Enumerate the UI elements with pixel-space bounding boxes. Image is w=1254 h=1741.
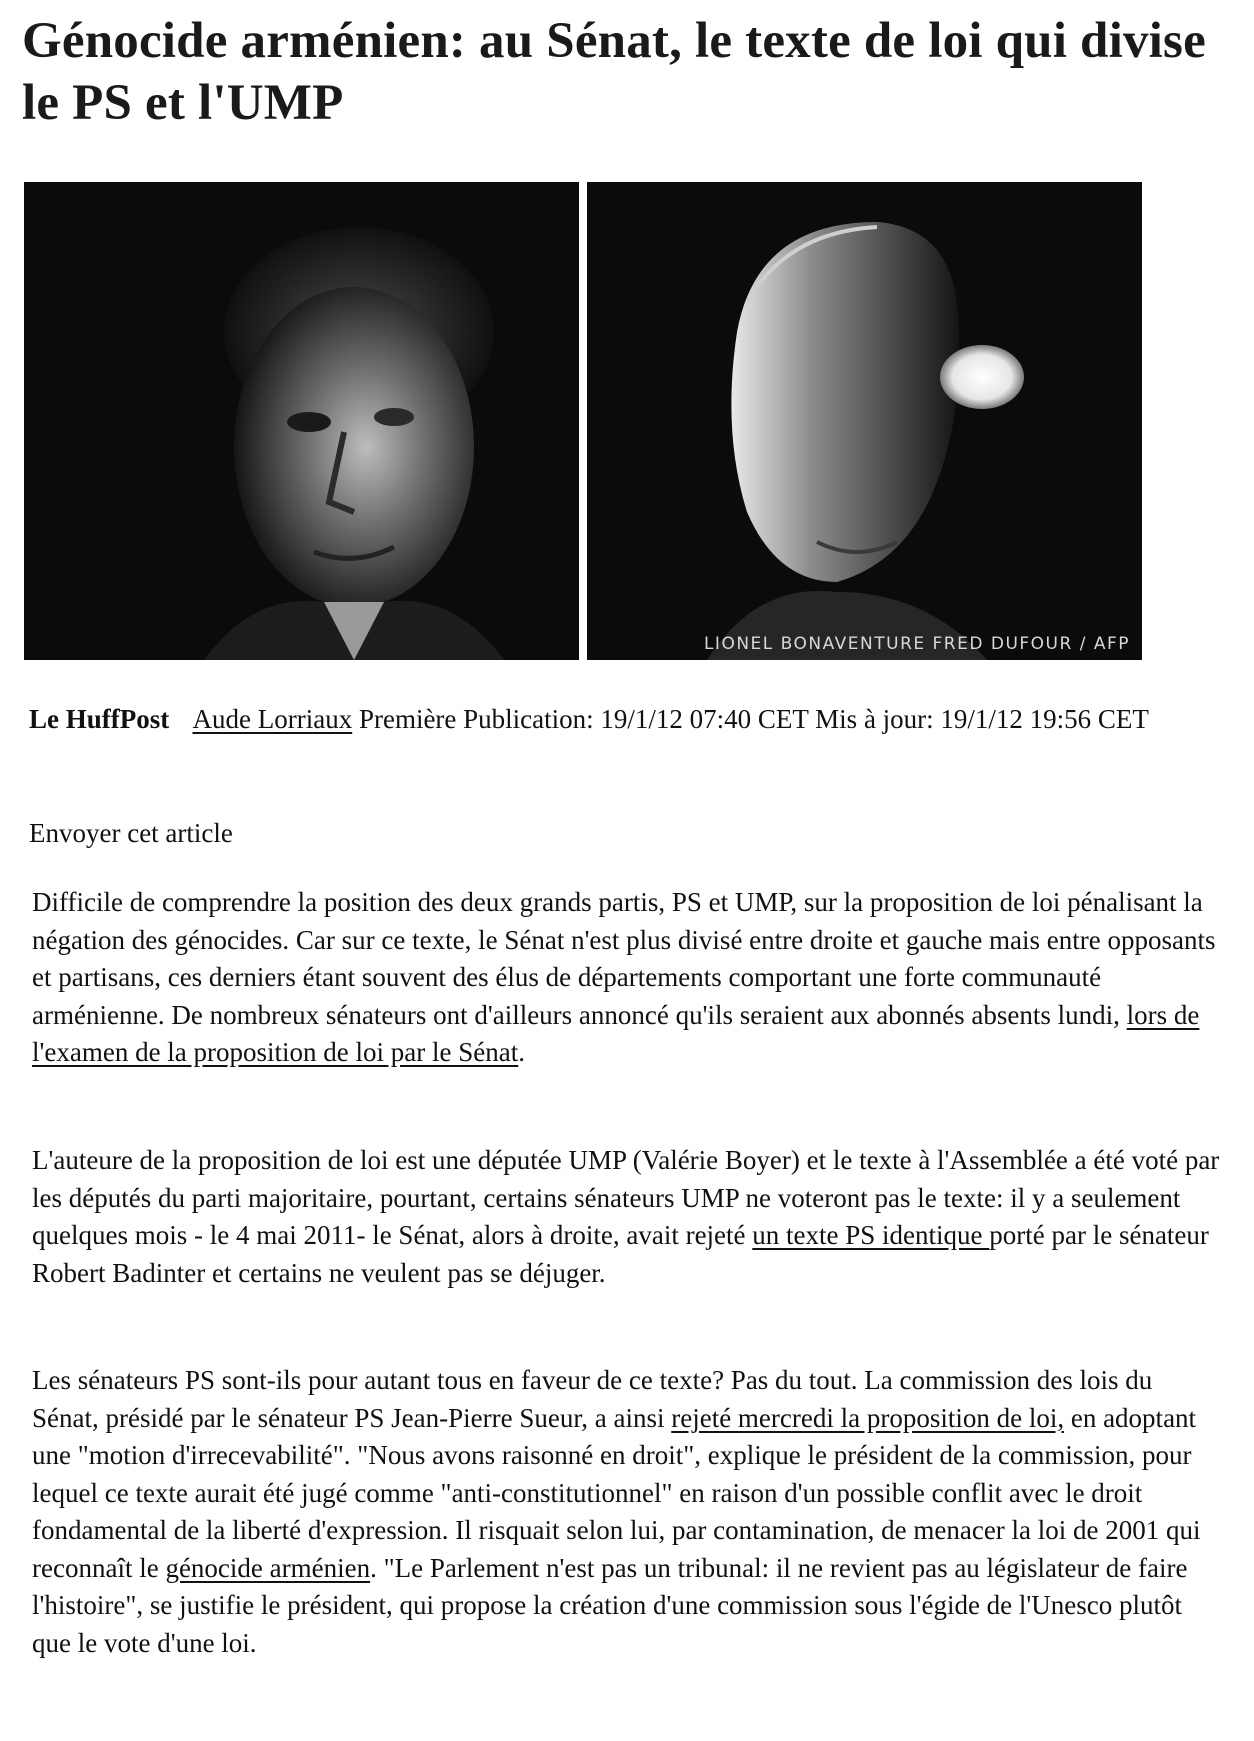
author-link[interactable]: Aude Lorriaux (192, 704, 353, 734)
updated-date: Mis à jour: 19/1/12 19:56 CET (815, 704, 1149, 734)
paragraph-2-text: L'auteure de la proposition de loi est une députée UMP (Valérie Boyer) et le texte à l'Assemblée a été voté par les députés du parti majoritaire, pourtant, certains sénateurs UMP ne voteront pas le texte: il y a seulement quelques mois - le 4 mai 2011- le Sénat, alors à droite, avait rejeté (32, 1145, 1220, 1250)
site-name: Le HuffPost (29, 704, 170, 734)
article-headline: Génocide arménien: au Sénat, le texte de loi qui divise le PS et l'UMP (22, 13, 1206, 131)
send-article-link[interactable]: Envoyer cet article (29, 818, 233, 848)
paragraph-3-text: Les sénateurs PS sont-ils pour autant tous en faveur de ce texte? Pas du tout. La commission des lois du Sénat, présidé par le sénateur PS Jean-Pierre Sueur, a ainsi (32, 1365, 1153, 1433)
article-paragraph-3 (32, 1362, 1222, 1662)
paragraph-2-end: porté par le sénateur Robert Badinter et certains ne veulent pas se déjuger. (32, 1220, 1209, 1288)
identical-ps-text-link[interactable]: un texte PS identique (752, 1220, 990, 1250)
senate-review-link[interactable]: lors de l'examen de la proposition de loi par le Sénat (32, 999, 1200, 1067)
armenian-genocide-link[interactable]: génocide arménien (165, 1552, 371, 1583)
paragraph-1-text: Difficile de comprendre la position des deux grands partis, PS et UMP, sur la proposition de loi pénalisant la négation des génocides. Car sur ce texte, le Sénat n'est plus divisé entre droite et gauche mais entre opposants et partisans, ces derniers étant souvent des élus de départements comportant une forte communauté arménienne. De nombreux sénateurs ont d'ailleurs annoncé qu'ils seraient aux abonnés absents lundi, (32, 887, 1216, 1030)
article-byline (29, 700, 1209, 738)
article-paragraph-2 (32, 1142, 1222, 1292)
portrait-photo-left (24, 182, 579, 660)
paragraph-1-end: . (518, 1037, 525, 1067)
paragraph-3-end: . "Le Parlement n'est pas un tribunal: il ne revient pas au législateur de faire l'histoire", se justifie le président, qui propose la création d'une commission sous l'égide de l'Unesco plutôt que le vote d'une loi. (32, 1552, 1188, 1658)
portrait-right-illustration (587, 182, 1142, 660)
photo-strip (24, 182, 1142, 660)
paragraph-3-middle: en adoptant une "motion d'irrecevabilité". "Nous avons raisonné en droit", explique le président de la commission, pour lequel ce texte aurait été jugé comme "anti-constitutionnel" en raison d'un possible conflit avec le droit fondamental de la liberté d'expression. Il risquait selon lui, par contamination, de menacer la loi de 2001 qui reconnaît le (32, 1402, 1201, 1583)
portrait-left-illustration (24, 182, 579, 660)
photo-credit: LIONEL BONAVENTURE FRED DUFOUR / AFP (703, 634, 1130, 654)
article-paragraph-1 (32, 884, 1222, 1072)
portrait-photo-right (587, 182, 1142, 660)
rejected-proposal-link[interactable]: rejeté mercredi la proposition de loi, (671, 1402, 1065, 1433)
published-date: Première Publication: 19/1/12 07:40 CET (358, 704, 809, 734)
